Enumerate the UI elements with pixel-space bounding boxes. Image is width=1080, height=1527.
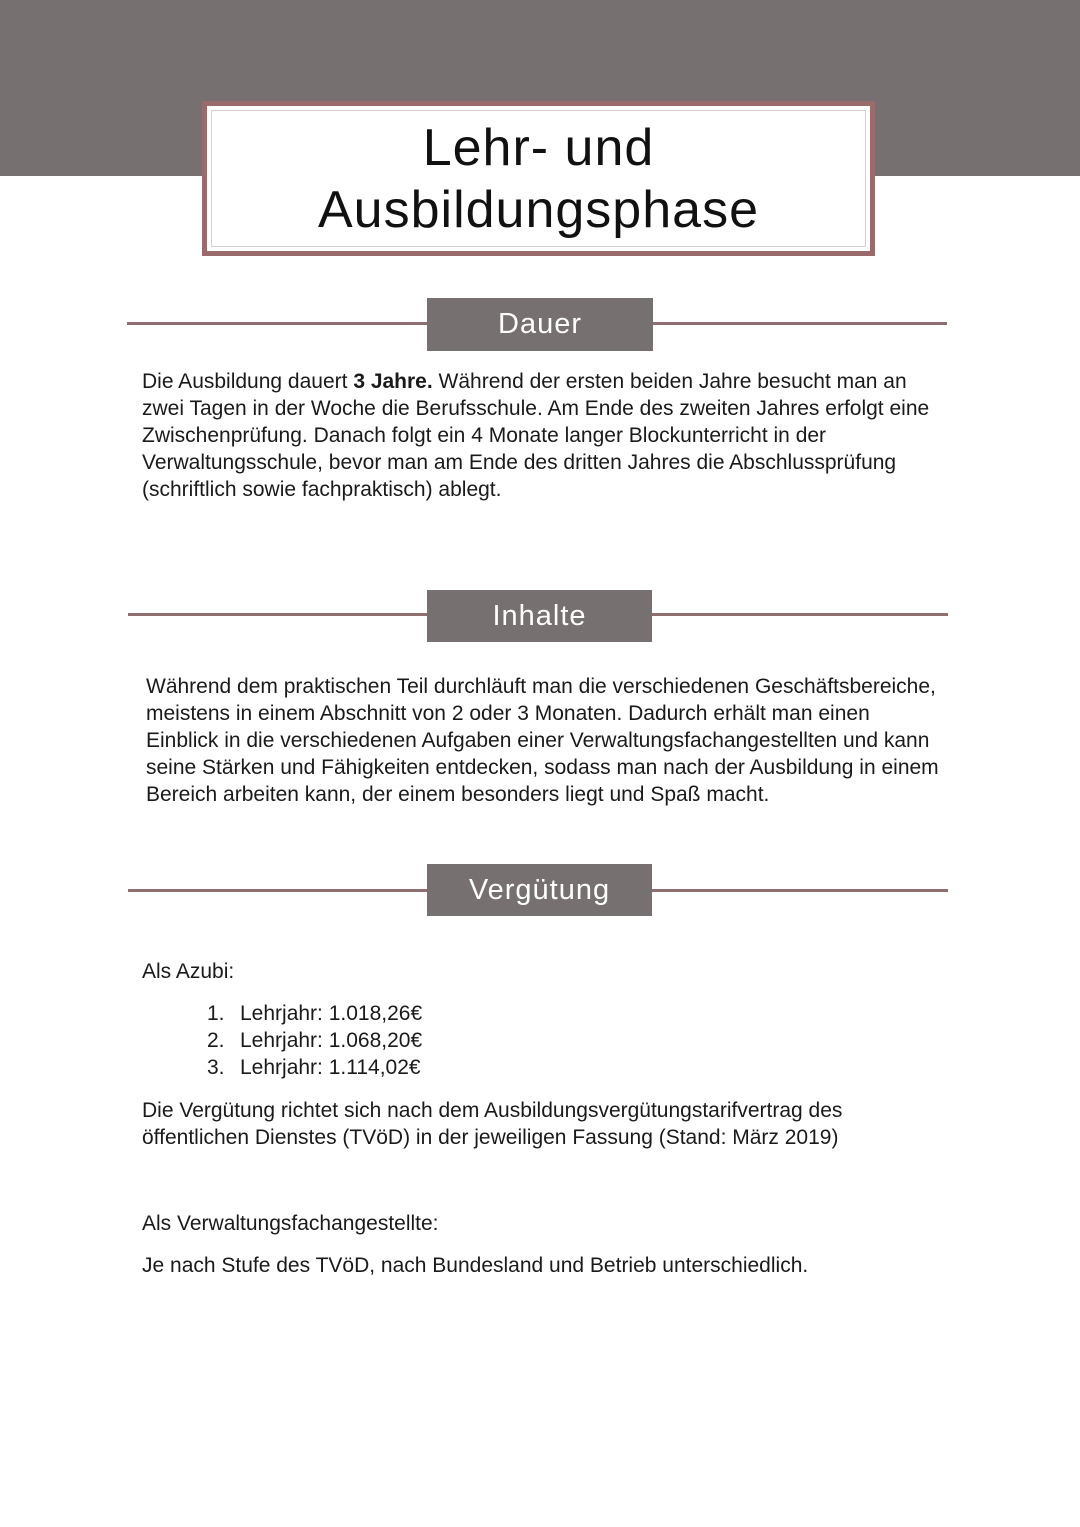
list-item <box>207 1054 422 1081</box>
list-item <box>207 1000 422 1027</box>
list-item-number: 1. <box>207 1002 225 1025</box>
verguetung-note: Die Vergütung richtet sich nach dem Ausbildungsvergütungstarifvertrag des öffentlichen Dienstes (TVöD) in der jeweiligen Fassung (Stand: März 2019) <box>142 1099 843 1149</box>
section-heading-inhalte-label: Inhalte <box>492 599 587 632</box>
dauer-text-end: Während der ersten beiden Jahre besucht man an zwei Tagen in der Woche die Berufsschule. Am Ende des zweiten Jahres erfolgt eine Zwischenprüfung. Danach folgt ein 4 Monate langer Blockunterricht in der Verwaltungsschule, bevor man am Ende des dritten Jahres die Abschlussprüfung (schriftlich sowie fachpraktisch) ablegt. <box>142 370 930 501</box>
list-item-number: 2. <box>207 1029 225 1052</box>
section-heading-verguetung <box>427 864 652 916</box>
inhalte-paragraph: Während dem praktischen Teil durchläuft man die verschiedenen Geschäftsbereiche, meistens in einem Abschnitt von 2 oder 3 Monaten. Dadurch erhält man einen Einblick in die verschiedenen Aufgaben einer Verwaltungsfachangestellten und kann seine Stärken und Fähigkeiten entdecken, sodass man nach der Ausbildung in einem Bereich arbeiten kann, der einem besonders liegt und Spaß macht. <box>146 675 939 806</box>
page-title-line-1: Lehr- und <box>422 118 655 177</box>
section-heading-inhalte <box>427 590 652 642</box>
dauer-text-bold: 3 Jahre. <box>353 370 433 393</box>
employee-label: Als Verwaltungsfachangestellte: <box>142 1212 439 1235</box>
salary-list <box>207 1000 422 1081</box>
employee-text: Je nach Stufe des TVöD, nach Bundesland und Betrieb unterschiedlich. <box>142 1254 809 1277</box>
dauer-text-start: Die Ausbildung dauert <box>142 370 354 393</box>
section-heading-verguetung-label: Vergütung <box>468 873 611 906</box>
list-item-text: Lehrjahr: 1.068,20€ <box>240 1029 423 1052</box>
page-title-line-2: Ausbildungsphase <box>318 180 759 239</box>
list-item-text: Lehrjahr: 1.018,26€ <box>240 1002 423 1025</box>
dauer-paragraph <box>142 368 942 503</box>
section-heading-dauer <box>427 298 653 351</box>
list-item-number: 3. <box>207 1056 225 1079</box>
section-heading-dauer-label: Dauer <box>498 308 582 340</box>
list-item-text: Lehrjahr: 1.114,02€ <box>240 1056 421 1079</box>
list-item <box>207 1027 422 1054</box>
title-box <box>202 101 875 256</box>
azubi-label: Als Azubi: <box>142 960 235 983</box>
